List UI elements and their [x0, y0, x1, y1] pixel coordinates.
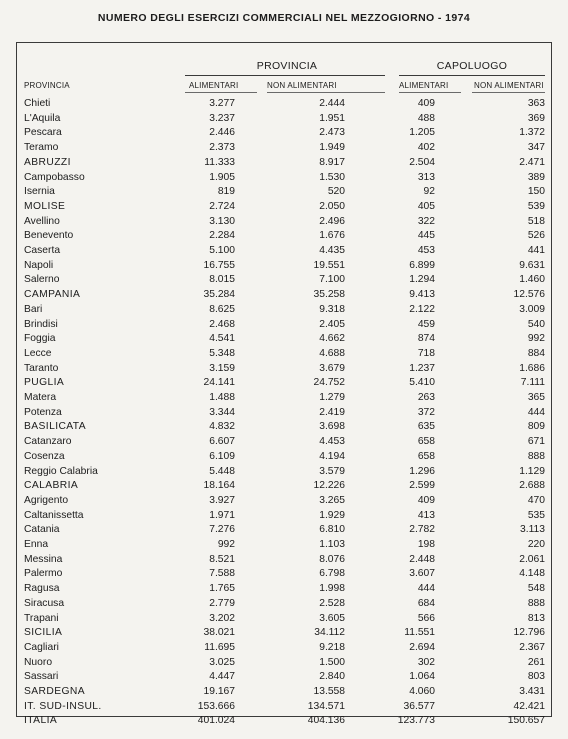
cell-capoluogo-alimentari: 444	[417, 583, 435, 595]
table-row	[17, 509, 553, 524]
table-row	[17, 126, 553, 141]
cell-capoluogo-alimentari: 684	[417, 597, 435, 609]
cell-capoluogo-alimentari: 409	[417, 494, 435, 506]
table-row	[17, 670, 553, 685]
table-row	[17, 259, 553, 274]
cell-provincia-non-alimentari: 134.571	[307, 700, 345, 712]
table-row	[17, 303, 553, 318]
table-row	[17, 597, 553, 612]
cell-capoluogo-alimentari: 658	[417, 450, 435, 462]
table-row	[17, 362, 553, 377]
cell-capoluogo-non-alimentari: 12.576	[513, 289, 545, 301]
cell-capoluogo-alimentari: 874	[417, 333, 435, 345]
cell-capoluogo-non-alimentari: 813	[527, 612, 545, 624]
cell-provincia-alimentari: 3.130	[209, 215, 235, 227]
cell-provincia-alimentari: 2.284	[209, 230, 235, 242]
table-row	[17, 200, 553, 215]
cell-provincia-alimentari: 8.625	[209, 303, 235, 315]
cell-capoluogo-non-alimentari: 347	[527, 142, 545, 154]
cell-provincia-non-alimentari: 35.258	[313, 289, 345, 301]
table-row	[17, 700, 553, 715]
table-row	[17, 156, 553, 171]
cell-capoluogo-non-alimentari: 1.372	[519, 127, 545, 139]
cell-provincia-alimentari: 3.025	[209, 656, 235, 668]
table-row	[17, 112, 553, 127]
cell-provincia-non-alimentari: 2.528	[319, 597, 345, 609]
cell-provincia-alimentari: 2.468	[209, 318, 235, 330]
cell-capoluogo-non-alimentari: 363	[527, 98, 545, 109]
row-label: SICILIA	[24, 627, 63, 639]
cell-capoluogo-alimentari: 1.064	[409, 671, 435, 683]
cell-provincia-alimentari: 1.905	[209, 171, 235, 183]
cell-provincia-alimentari: 3.237	[209, 112, 235, 124]
cell-provincia-non-alimentari: 520	[327, 186, 345, 198]
table-row	[17, 185, 553, 200]
cell-provincia-non-alimentari: 3.579	[319, 465, 345, 477]
cell-capoluogo-alimentari: 445	[417, 230, 435, 242]
cell-capoluogo-non-alimentari: 369	[527, 112, 545, 124]
row-label: Caserta	[24, 245, 61, 256]
cell-provincia-non-alimentari: 1.949	[319, 142, 345, 154]
cell-provincia-alimentari: 2.446	[209, 127, 235, 139]
cell-provincia-non-alimentari: 6.798	[319, 568, 345, 580]
cell-capoluogo-alimentari: 635	[417, 421, 435, 433]
cell-provincia-non-alimentari: 4.435	[319, 245, 345, 256]
cell-provincia-alimentari: 18.164	[203, 480, 235, 492]
cell-capoluogo-alimentari: 1.296	[409, 465, 435, 477]
cell-provincia-alimentari: 2.373	[209, 142, 235, 154]
row-label: Agrigento	[24, 494, 69, 506]
row-label: Catanzaro	[24, 436, 72, 448]
column-header-non-alimentari: NON ALIMENTARI	[267, 81, 337, 90]
cell-provincia-non-alimentari: 13.558	[313, 686, 345, 697]
table-row	[17, 332, 553, 347]
cell-provincia-alimentari: 5.100	[209, 245, 235, 256]
cell-capoluogo-non-alimentari: 150.657	[507, 715, 545, 727]
cell-provincia-non-alimentari: 1.530	[319, 171, 345, 183]
table-row	[17, 538, 553, 553]
cell-provincia-alimentari: 24.141	[203, 377, 235, 389]
table-row	[17, 376, 553, 391]
row-label: MOLISE	[24, 200, 66, 212]
cell-capoluogo-alimentari: 488	[417, 112, 435, 124]
cell-capoluogo-alimentari: 718	[417, 347, 435, 359]
cell-capoluogo-non-alimentari: 803	[527, 671, 545, 683]
cell-capoluogo-alimentari: 1.205	[409, 127, 435, 139]
cell-capoluogo-alimentari: 2.599	[409, 480, 435, 492]
row-label: IT. SUD-INSUL.	[24, 700, 102, 712]
cell-capoluogo-alimentari: 413	[417, 509, 435, 521]
row-label: Cosenza	[24, 450, 65, 462]
cell-capoluogo-alimentari: 409	[417, 98, 435, 109]
cell-capoluogo-alimentari: 11.551	[404, 627, 435, 639]
cell-provincia-alimentari: 11.695	[204, 641, 235, 653]
cell-provincia-alimentari: 819	[217, 186, 235, 198]
row-label: Sassari	[24, 671, 59, 683]
cell-capoluogo-alimentari: 263	[417, 392, 435, 403]
row-label: ABRUZZI	[24, 156, 71, 168]
cell-capoluogo-alimentari: 302	[417, 656, 435, 668]
cell-capoluogo-alimentari: 2.694	[409, 641, 435, 653]
cell-capoluogo-non-alimentari: 535	[527, 509, 545, 521]
cell-capoluogo-non-alimentari: 365	[527, 392, 545, 403]
cell-capoluogo-non-alimentari: 1.460	[519, 274, 545, 286]
row-label: Chieti	[24, 98, 51, 109]
table-row	[17, 215, 553, 230]
group-header-provincia: PROVINCIA	[256, 60, 318, 72]
cell-provincia-alimentari: 2.779	[209, 597, 235, 609]
table-row	[17, 273, 553, 288]
cell-capoluogo-non-alimentari: 12.796	[513, 627, 545, 639]
table-row	[17, 171, 553, 186]
page-title: NUMERO DEGLI ESERCIZI COMMERCIALI NEL MEZZOGIORNO - 1974	[97, 12, 471, 24]
table-row	[17, 685, 553, 700]
cell-capoluogo-alimentari: 372	[417, 406, 435, 418]
cell-capoluogo-non-alimentari: 2.061	[519, 553, 545, 565]
cell-capoluogo-alimentari: 566	[417, 612, 435, 624]
row-label: Enna	[24, 539, 49, 550]
cell-provincia-alimentari: 3.927	[209, 494, 235, 506]
cell-provincia-alimentari: 401.024	[197, 715, 235, 727]
cell-provincia-alimentari: 4.832	[209, 421, 235, 433]
row-label: Benevento	[24, 230, 74, 242]
cell-provincia-non-alimentari: 9.218	[319, 641, 345, 653]
group-underline-capoluogo	[399, 75, 545, 76]
cell-provincia-non-alimentari: 7.100	[319, 274, 345, 286]
cell-capoluogo-alimentari: 198	[417, 539, 435, 550]
subheader-underline	[267, 92, 385, 93]
cell-provincia-non-alimentari: 1.500	[319, 656, 345, 668]
row-label: Bari	[24, 303, 43, 315]
table-row	[17, 420, 553, 435]
table-row	[17, 288, 553, 303]
cell-provincia-alimentari: 38.021	[203, 627, 235, 639]
row-label: SARDEGNA	[24, 686, 85, 697]
cell-capoluogo-alimentari: 658	[417, 436, 435, 448]
table-row	[17, 626, 553, 641]
row-label: Isernia	[24, 186, 55, 198]
cell-capoluogo-alimentari: 3.607	[409, 568, 435, 580]
cell-provincia-non-alimentari: 1.929	[319, 509, 345, 521]
cell-provincia-alimentari: 6.109	[209, 450, 235, 462]
cell-provincia-non-alimentari: 1.279	[319, 392, 345, 403]
cell-capoluogo-non-alimentari: 3.431	[519, 686, 545, 697]
cell-provincia-alimentari: 19.167	[203, 686, 235, 697]
cell-capoluogo-non-alimentari: 3.009	[519, 303, 545, 315]
cell-capoluogo-non-alimentari: 441	[527, 245, 545, 256]
table-row	[17, 347, 553, 362]
cell-provincia-non-alimentari: 2.444	[319, 98, 345, 109]
row-label: Salerno	[24, 274, 60, 286]
cell-capoluogo-alimentari: 453	[417, 245, 435, 256]
cell-provincia-non-alimentari: 404.136	[307, 715, 345, 727]
cell-capoluogo-alimentari: 4.060	[409, 686, 435, 697]
cell-capoluogo-non-alimentari: 1.686	[519, 362, 545, 374]
cell-provincia-alimentari: 8.015	[209, 274, 235, 286]
column-header-alimentari: ALIMENTARI	[189, 81, 239, 90]
cell-provincia-non-alimentari: 19.551	[313, 259, 345, 271]
table-row	[17, 714, 553, 729]
column-header-alimentari-capoluogo: ALIMENTARI	[399, 81, 449, 90]
cell-capoluogo-non-alimentari: 518	[527, 215, 545, 227]
statistics-table	[16, 42, 552, 727]
cell-capoluogo-alimentari: 36.577	[403, 700, 435, 712]
row-label: Palermo	[24, 568, 63, 580]
cell-capoluogo-non-alimentari: 888	[527, 597, 545, 609]
cell-provincia-non-alimentari: 1.951	[319, 112, 345, 124]
cell-capoluogo-alimentari: 1.294	[409, 274, 435, 286]
table-row	[17, 553, 553, 568]
table-row	[17, 656, 553, 671]
cell-capoluogo-alimentari: 405	[417, 200, 435, 212]
row-label: PUGLIA	[24, 377, 65, 389]
row-label: L'Aquila	[24, 112, 61, 124]
cell-provincia-alimentari: 1.971	[209, 509, 235, 521]
cell-capoluogo-non-alimentari: 42.421	[513, 700, 545, 712]
cell-capoluogo-alimentari: 459	[417, 318, 435, 330]
table-row	[17, 494, 553, 509]
cell-provincia-alimentari: 11.333	[204, 156, 235, 168]
cell-provincia-alimentari: 4.541	[209, 333, 235, 345]
table-row	[17, 567, 553, 582]
cell-provincia-non-alimentari: 2.419	[319, 406, 345, 418]
cell-provincia-non-alimentari: 2.050	[319, 200, 345, 212]
row-label: Pescara	[24, 127, 62, 139]
cell-capoluogo-alimentari: 5.410	[409, 377, 435, 389]
cell-provincia-non-alimentari: 3.605	[319, 612, 345, 624]
cell-provincia-non-alimentari: 8.076	[319, 553, 345, 565]
cell-provincia-alimentari: 992	[217, 539, 235, 550]
cell-capoluogo-alimentari: 6.899	[409, 259, 435, 271]
row-label: Campobasso	[24, 171, 85, 183]
row-label: Catania	[24, 524, 60, 536]
row-label: Avellino	[24, 215, 60, 227]
row-label: Ragusa	[24, 583, 60, 595]
cell-provincia-alimentari: 153.666	[197, 700, 235, 712]
table-row	[17, 641, 553, 656]
cell-provincia-alimentari: 16.755	[203, 259, 235, 271]
cell-capoluogo-alimentari: 2.122	[409, 303, 435, 315]
table-row	[17, 244, 553, 259]
cell-provincia-alimentari: 4.447	[209, 671, 235, 683]
row-label: Brindisi	[24, 318, 58, 330]
cell-capoluogo-non-alimentari: 809	[527, 421, 545, 433]
cell-provincia-alimentari: 3.202	[209, 612, 235, 624]
cell-provincia-non-alimentari: 4.688	[319, 347, 345, 359]
cell-capoluogo-non-alimentari: 992	[527, 333, 545, 345]
cell-provincia-non-alimentari: 3.265	[319, 494, 345, 506]
cell-capoluogo-alimentari: 123.773	[397, 715, 435, 727]
cell-provincia-alimentari: 3.277	[209, 98, 235, 109]
cell-provincia-alimentari: 1.488	[209, 392, 235, 403]
cell-capoluogo-non-alimentari: 888	[527, 450, 545, 462]
row-label: Potenza	[24, 406, 62, 418]
cell-capoluogo-non-alimentari: 389	[527, 171, 545, 183]
cell-provincia-alimentari: 7.276	[209, 524, 235, 536]
subheader-underline	[472, 92, 545, 93]
row-label: ITALIA	[24, 715, 58, 727]
cell-capoluogo-alimentari: 322	[417, 215, 435, 227]
cell-provincia-non-alimentari: 9.318	[319, 303, 345, 315]
cell-capoluogo-non-alimentari: 539	[527, 200, 545, 212]
table-row	[17, 450, 553, 465]
cell-capoluogo-non-alimentari: 2.471	[519, 156, 545, 168]
cell-capoluogo-non-alimentari: 884	[527, 347, 545, 359]
cell-capoluogo-non-alimentari: 2.688	[519, 480, 545, 492]
cell-capoluogo-non-alimentari: 444	[527, 406, 545, 418]
row-label: Trapani	[24, 612, 59, 624]
cell-capoluogo-non-alimentari: 548	[527, 583, 545, 595]
cell-capoluogo-alimentari: 313	[417, 171, 435, 183]
cell-provincia-non-alimentari: 4.453	[319, 436, 345, 448]
cell-capoluogo-alimentari: 92	[423, 186, 435, 198]
table-row	[17, 229, 553, 244]
cell-provincia-non-alimentari: 6.810	[319, 524, 345, 536]
cell-capoluogo-non-alimentari: 2.367	[519, 641, 545, 653]
group-underline-provincia	[185, 75, 385, 76]
table-row	[17, 406, 553, 421]
row-label: Nuoro	[24, 656, 53, 668]
cell-provincia-non-alimentari: 2.405	[319, 318, 345, 330]
row-label: Reggio Calabria	[24, 465, 98, 477]
table-row	[17, 435, 553, 450]
cell-capoluogo-non-alimentari: 4.148	[519, 568, 545, 580]
group-header-capoluogo: CAPOLUOGO	[436, 60, 508, 72]
cell-provincia-non-alimentari: 12.226	[313, 480, 345, 492]
cell-provincia-alimentari: 5.448	[209, 465, 235, 477]
cell-provincia-alimentari: 6.607	[209, 436, 235, 448]
cell-capoluogo-non-alimentari: 540	[527, 318, 545, 330]
table-row	[17, 523, 553, 538]
cell-capoluogo-non-alimentari: 261	[527, 656, 545, 668]
cell-provincia-non-alimentari: 2.840	[319, 671, 345, 683]
row-label: CALABRIA	[24, 480, 79, 492]
row-label: Cagliari	[24, 641, 59, 653]
row-label: Matera	[24, 392, 57, 403]
cell-provincia-non-alimentari: 2.496	[319, 215, 345, 227]
cell-capoluogo-non-alimentari: 526	[527, 230, 545, 242]
cell-capoluogo-non-alimentari: 1.129	[519, 465, 545, 477]
row-label: Messina	[24, 553, 63, 565]
cell-provincia-alimentari: 3.159	[209, 362, 235, 374]
cell-provincia-non-alimentari: 24.752	[313, 377, 345, 389]
cell-capoluogo-non-alimentari: 7.111	[520, 377, 545, 389]
row-label: Teramo	[24, 142, 59, 154]
table-row	[17, 141, 553, 156]
cell-provincia-non-alimentari: 4.194	[319, 450, 345, 462]
cell-provincia-alimentari: 1.765	[209, 583, 235, 595]
cell-capoluogo-alimentari: 1.237	[409, 362, 435, 374]
cell-capoluogo-non-alimentari: 470	[527, 494, 545, 506]
row-label: Siracusa	[24, 597, 65, 609]
cell-provincia-non-alimentari: 4.662	[319, 333, 345, 345]
cell-capoluogo-non-alimentari: 9.631	[519, 259, 545, 271]
table-row	[17, 479, 553, 494]
table-row	[17, 582, 553, 597]
row-label: Caltanissetta	[24, 509, 84, 521]
row-label: Taranto	[24, 362, 59, 374]
cell-capoluogo-non-alimentari: 3.113	[519, 524, 545, 536]
cell-capoluogo-alimentari: 2.448	[409, 553, 435, 565]
table-row	[17, 318, 553, 333]
cell-capoluogo-alimentari: 2.782	[409, 524, 435, 536]
column-header-non-alimentari-capoluogo: NON ALIMENTARI	[474, 81, 544, 90]
row-label: Foggia	[24, 333, 56, 345]
subheader-underline	[399, 92, 461, 93]
cell-provincia-alimentari: 2.724	[209, 200, 235, 212]
cell-capoluogo-non-alimentari: 150	[527, 186, 545, 198]
row-label: Napoli	[24, 259, 54, 271]
cell-capoluogo-non-alimentari: 220	[527, 539, 545, 550]
cell-provincia-non-alimentari: 3.698	[319, 421, 345, 433]
subheader-underline	[185, 92, 257, 93]
column-header-provincia: PROVINCIA	[24, 81, 70, 90]
cell-capoluogo-alimentari: 9.413	[409, 289, 435, 301]
table-row	[17, 391, 553, 406]
table-row	[17, 97, 553, 112]
cell-provincia-non-alimentari: 8.917	[319, 156, 345, 168]
cell-provincia-alimentari: 8.521	[209, 553, 235, 565]
cell-capoluogo-alimentari: 2.504	[409, 156, 435, 168]
cell-provincia-alimentari: 7.588	[209, 568, 235, 580]
cell-provincia-non-alimentari: 1.103	[319, 539, 345, 550]
cell-provincia-non-alimentari: 34.112	[314, 627, 345, 639]
cell-capoluogo-non-alimentari: 671	[527, 436, 545, 448]
table-row	[17, 612, 553, 627]
table-row	[17, 465, 553, 480]
cell-provincia-non-alimentari: 2.473	[319, 127, 345, 139]
cell-provincia-alimentari: 5.348	[209, 347, 235, 359]
cell-provincia-alimentari: 35.284	[203, 289, 235, 301]
cell-provincia-non-alimentari: 3.679	[319, 362, 345, 374]
row-label: BASILICATA	[24, 421, 86, 433]
cell-provincia-non-alimentari: 1.676	[319, 230, 345, 242]
row-label: CAMPANIA	[24, 289, 81, 301]
row-label: Lecce	[24, 347, 52, 359]
cell-capoluogo-alimentari: 402	[417, 142, 435, 154]
cell-provincia-alimentari: 3.344	[209, 406, 235, 418]
cell-provincia-non-alimentari: 1.998	[319, 583, 345, 595]
